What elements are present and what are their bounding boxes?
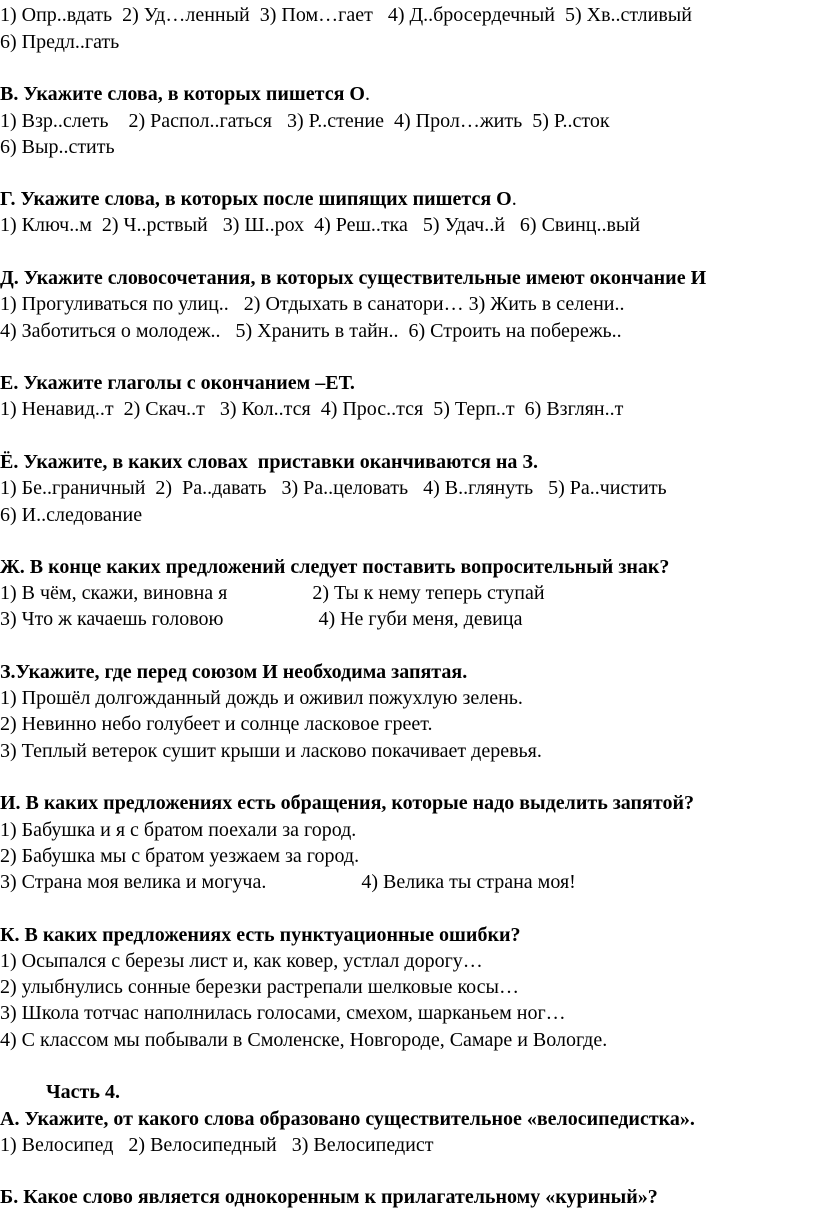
task-heading-text: В. Укажите слова, в которых пишется О <box>0 83 365 105</box>
task-z-heading: З.Укажите, где перед союзом И необходима запятая. <box>0 661 468 683</box>
options-line: 6) Предл..гать <box>0 31 120 53</box>
task-d-heading: Д. Укажите словосочетания, в которых существительные имеют окончание И <box>0 267 707 289</box>
task-e-heading: Е. Укажите глаголы с окончанием –ЕТ. <box>0 372 355 394</box>
heading-period: . <box>364 83 370 105</box>
options-line: 1) Осыпался с березы лист и, как ковер, устлал дорогу… <box>0 950 483 972</box>
options-line: 6) Выр..стить <box>0 136 115 158</box>
task-heading-text: Г. Укажите слова, в которых после шипящих пишется О <box>0 188 512 210</box>
task-k-heading: К. В каких предложениях есть пунктуационные ошибки? <box>0 924 521 946</box>
options-line: 1) Бе..граничный 2) Ра..давать 3) Ра..целовать 4) В..глянуть 5) Ра..чистить <box>0 477 667 499</box>
options-line: 1) Ключ..м 2) Ч..рствый 3) Ш..рох 4) Реш..тка 5) Удач..й 6) Свинц..вый <box>0 214 641 236</box>
options-line: 6) И..следование <box>0 504 143 526</box>
options-line: 2) Бабушка мы с братом уезжаем за город. <box>0 845 360 867</box>
options-line: 4) Заботиться о молодеж.. 5) Хранить в тайн.. 6) Строить на побережь.. <box>0 320 622 342</box>
task-a-heading: А. Укажите, от какого слова образовано существительное «велосипедистка». <box>0 1108 695 1130</box>
task-v-heading <box>0 81 370 107</box>
heading-period: . <box>511 188 517 210</box>
options-line: 3) Страна моя велика и могуча. 4) Велика ты страна моя! <box>0 871 576 893</box>
options-line: 1) Бабушка и я с братом поехали за город. <box>0 819 357 841</box>
options-line: 1) Прошёл долгожданный дождь и оживил пожухлую зелень. <box>0 687 523 709</box>
task-zh-heading: Ж. В конце каких предложений следует поставить вопросительный знак? <box>0 556 670 578</box>
options-line: 4) С классом мы побывали в Смоленске, Новгороде, Самаре и Вологде. <box>0 1029 608 1051</box>
options-line: 1) В чём, скажи, виновна я 2) Ты к нему теперь ступай <box>0 582 545 604</box>
task-i-heading: И. В каких предложениях есть обращения, которые надо выделить запятой? <box>0 792 694 814</box>
options-line: 3) Школа тотчас наполнилась голосами, смехом, шарканьем ног… <box>0 1002 566 1024</box>
options-line: 3) Теплый ветерок сушит крыши и ласково покачивает деревья. <box>0 740 542 762</box>
options-line: 2) улыбнулись сонные березки растрепали шелковые косы… <box>0 976 519 998</box>
options-line: 1) Взр..слеть 2) Распол..гаться 3) Р..стение 4) Прол…жить 5) Р..сток <box>0 110 610 132</box>
options-line: 1) Прогуливаться по улиц.. 2) Отдыхать в санатори… 3) Жить в селени.. <box>0 293 625 315</box>
task-b-heading: Б. Какое слово является однокоренным к прилагательному «куриный»? <box>0 1186 658 1208</box>
task-yo-heading: Ё. Укажите, в каких словах приставки оканчиваются на З. <box>0 451 538 473</box>
options-line: 1) Велосипед 2) Велосипедный 3) Велосипедист <box>0 1134 434 1156</box>
part-heading: Часть 4. <box>46 1081 120 1103</box>
options-line: 1) Ненавид..т 2) Скач..т 3) Кол..тся 4) Прос..тся 5) Терп..т 6) Взглян..т <box>0 398 624 420</box>
task-g-heading <box>0 186 517 212</box>
options-line: 2) Невинно небо голубеет и солнце ласковое греет. <box>0 713 433 735</box>
options-line: 3) Что ж качаешь головою 4) Не губи меня, девица <box>0 608 523 630</box>
options-line: 1) Опр..вдать 2) Уд…ленный 3) Пом…гает 4) Д..бросердечный 5) Хв..стливый <box>0 4 692 26</box>
